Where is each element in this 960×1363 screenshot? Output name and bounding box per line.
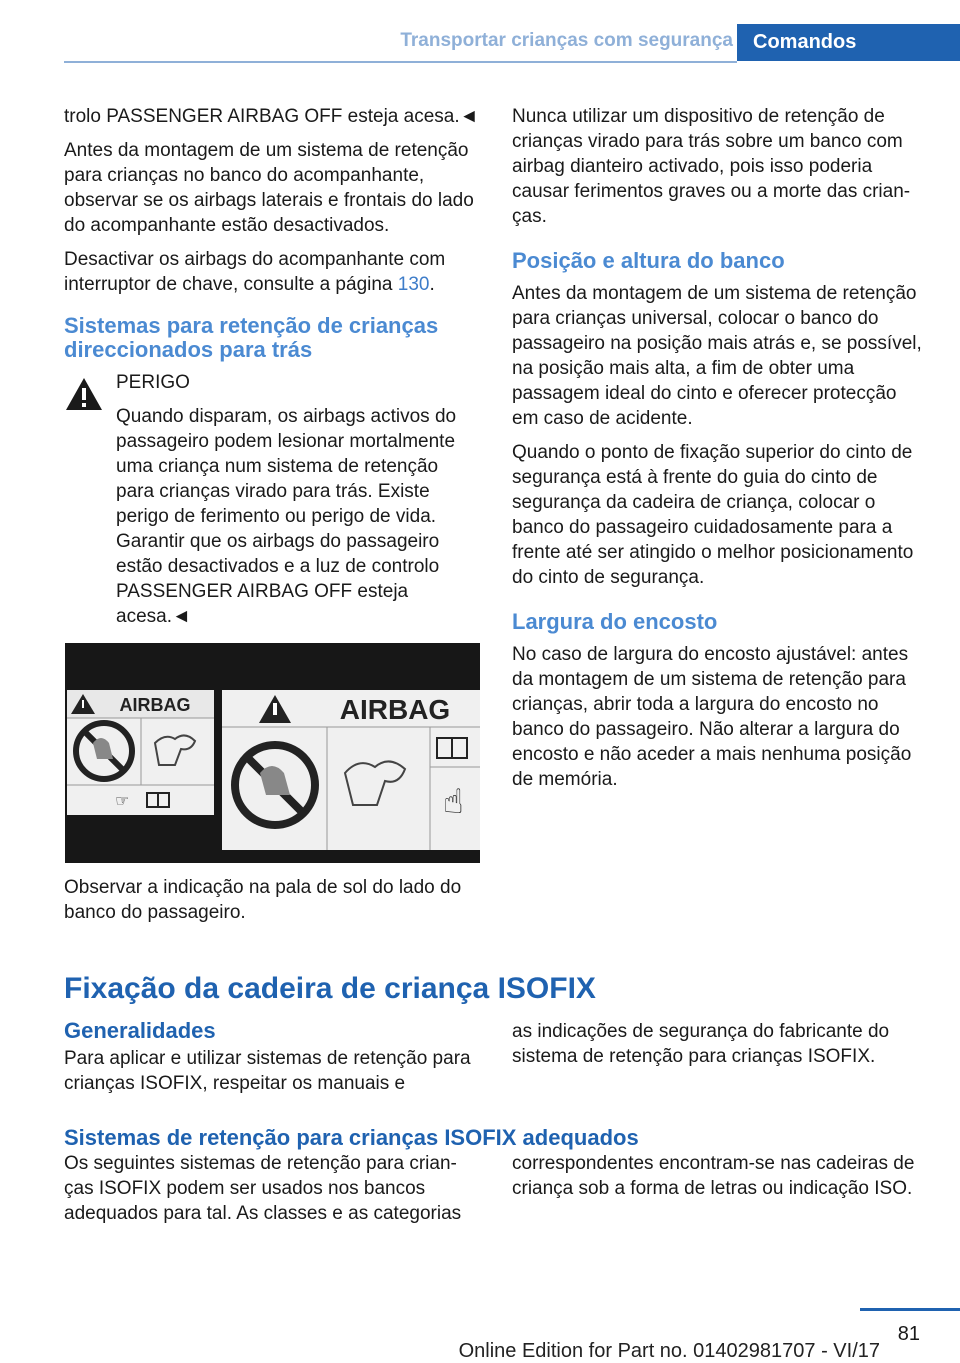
left-column — [64, 104, 480, 638]
warning-title: PERIGO — [116, 372, 190, 393]
right-paragraph-2: Antes da montagem de um sistema de retenção para crianças universal, colocar o banco do passageiro na posição mais atrás e, se possível, na posição mais alta, a fim de obter uma passagem ideal do cinto e oferecer protecção em caso de acidente. — [512, 283, 922, 429]
isofix-section-title: Fixação da cadeira de criança ISOFIX — [64, 972, 596, 1005]
header-chapter-tab: Comandos — [737, 24, 960, 61]
isofix-general-left: Para aplicar e utilizar sistemas de retenção para crianças ISOFIX, respeitar os manuais e — [64, 1048, 471, 1094]
heading-seat-position: Posição e altura do banco — [512, 248, 785, 273]
heading-suitable-isofix: Sistemas de retenção para crianças ISOFIX adequados — [64, 1125, 639, 1150]
large-airbag-label — [222, 690, 480, 850]
isofix-suitable-right: correspondentes encontram-se nas cadeiras de criança sob a forma de letras ou indicação ISO. — [512, 1153, 915, 1199]
warning-triangle-icon — [64, 376, 104, 412]
left-paragraph-2: Antes da montagem de um sistema de retenção para crianças no banco do acompanhante, observar se os airbags laterais e frontais do lado do acompanhante estão desactivados. — [64, 140, 474, 236]
isofix-general-right: as indicações de segurança do fabricante do sistema de retenção para crianças ISOFIX. — [512, 1021, 890, 1067]
heading-backrest-width: Largura do encosto — [512, 609, 718, 634]
right-paragraph-4: No caso de largura do encosto ajustável: antes da montagem de um sistema de retenção para crianças, abrir toda a largura do encosto no banco do passageiro. Não alterar a largura do encosto e não aceder a mais nenhuma posição de memória. — [512, 644, 912, 790]
left-paragraph-3 — [64, 247, 480, 297]
sticker-caption: Observar a indicação na pala de sol do lado do banco do passageiro. — [64, 877, 462, 923]
small-pointer-icon: ☞ — [115, 791, 130, 810]
airbag-warning-sticker-image — [65, 643, 480, 863]
right-paragraph-1: Nunca utilizar um dispositivo de retenção de crianças virado para trás sobre um banco com airbag dianteiro activado, pois isso poderia causar ferimentos graves ou a morte das crianças. — [512, 106, 911, 227]
right-column — [512, 104, 928, 801]
danger-warning — [64, 370, 480, 629]
warning-text: Quando disparam, os airbags activos do passageiro podem lesionar mortalmente uma criança num sistema de retenção para crianças virado para trás. Existe perigo de ferimento ou perigo de vida. Garantir que os airbags do passageiro estão desactivados e a luz de controlo PASSENGER AIRBAG OFF esteja acesa.◄ — [116, 406, 457, 627]
large-label-text: AIRBAG — [339, 694, 451, 725]
warning-text-wrapper — [64, 404, 480, 629]
heading-rear-facing-systems: Sistemas para retenção de crianças direccionados para trás — [64, 313, 439, 362]
small-airbag-label — [67, 690, 214, 815]
header-rule — [64, 61, 737, 63]
edition-footer: Online Edition for Part no. 01402981707 - VI/17 — [458, 1340, 880, 1362]
isofix-suitable-left: Os seguintes sistemas de retenção para crianças ISOFIX podem ser usados nos bancos adequados para tal. As classes e as categorias — [64, 1153, 462, 1224]
header-section-title: Transportar crianças com segurança — [400, 30, 733, 51]
page-number: 81 — [860, 1308, 960, 1346]
left-paragraph-3-text: Desactivar os airbags do acompanhante com interruptor de chave, consulte a página — [64, 249, 446, 295]
large-pointer-icon: ☝ — [443, 782, 464, 822]
page-reference-link[interactable]: 130 — [397, 274, 430, 295]
left-paragraph-1: trolo PASSENGER AIRBAG OFF esteja acesa.◄ — [64, 106, 479, 127]
left-paragraph-3-end: . — [429, 274, 435, 295]
heading-general: Generalidades — [64, 1018, 216, 1043]
small-label-text: AIRBAG — [119, 695, 191, 715]
right-paragraph-3: Quando o ponto de fixação superior do cinto de segurança está à frente do guia do cinto de segurança da cadeira de criança, colocar o banco do passageiro cuidadosamente para a frente até ser atingido o melhor posicionamento do cinto de segurança. — [512, 442, 914, 588]
